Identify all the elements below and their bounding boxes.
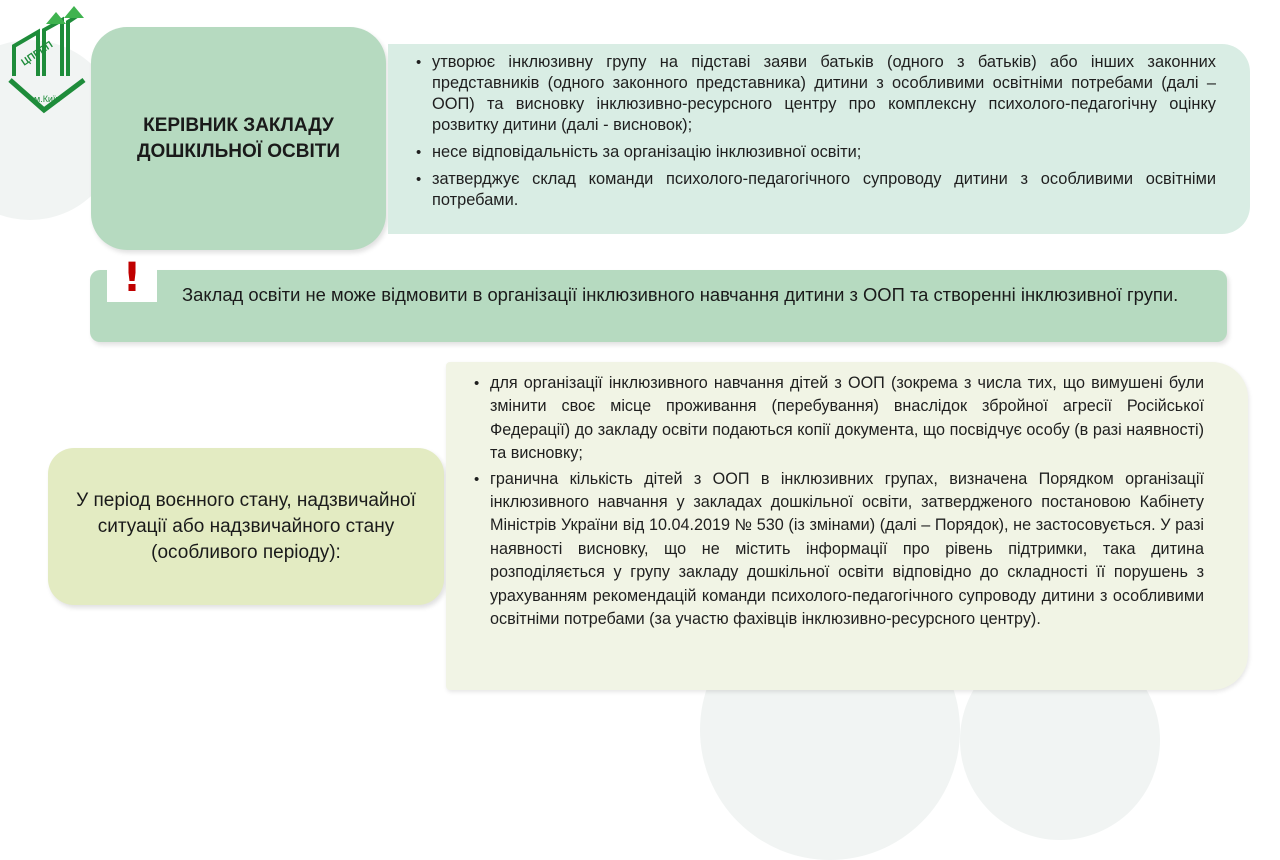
period-rules-panel (446, 362, 1248, 690)
list-item: • несе відповідальність за організацію інклюзивної освіти; (416, 142, 1216, 163)
org-logo (4, 6, 92, 116)
list-item: • утворює інклюзивну групу на підставі заяви батьків (одного з батьків) або інших законних представників (одного законного представника) дитини з особливими освітніми потребами (далі – ООП) та висновку інклюзивно-ресурсного центру про комплексну психолого-педагогічну оцінку розвитку дитини (далі - висновок); (416, 52, 1216, 136)
period-title-box (48, 448, 444, 605)
period-rules-list (474, 372, 1204, 631)
exclamation-icon: ! (107, 258, 157, 302)
warning-box (90, 270, 1227, 342)
list-item: • затверджує склад команди психолого-педагогічного супроводу дитини з особливими освітніми потребами. (416, 169, 1216, 211)
logo-top-text: ЦПРПП (19, 39, 56, 69)
period-title: У період воєнного стану, надзвичайної ситуації або надзвичайного стану (особливого періоду): (76, 489, 416, 563)
list-item: • гранична кількість дітей з ООП в інклюзивних групах, визначена Порядком організації інклюзивного навчання у закладах дошкільної освіти, затвердженого постановою Кабінету Міністрів України від 10.04.2019 № 530 (із змінами) (далі – Порядок), не застосовується. У разі наявності висновку, що не містить інформації про рівень підтримки, така дитина розподіляється у групу закладу дошкільної освіти відповідно до складності її порушень з урахуванням рекомендацій команди психолого-педагогічного супроводу дитини з особливими освітніми потребами (за участю фахівців інклюзивно-ресурсного центру). (474, 468, 1204, 632)
head-title-box (91, 27, 386, 250)
head-duties-panel (388, 44, 1250, 234)
logo-bottom-text: м.Київ (34, 94, 61, 104)
list-item: • для організації інклюзивного навчання дітей з ООП (зокрема з числа тих, що вимушені були змінити своє місце проживання (перебування) внаслідок збройної агресії Російської Федерації) до закладу освіти подаються копії документа, що посвідчує особу (в разі наявності) та висновку; (474, 372, 1204, 466)
head-title: КЕРІВНИК ЗАКЛАДУ ДОШКІЛЬНОЇ ОСВІТИ (136, 114, 341, 162)
warning-text: Заклад освіти не може відмовити в організації інклюзивного навчання дитини з ООП та створенні інклюзивної групи. (182, 284, 1179, 305)
head-duties-list (416, 52, 1216, 211)
